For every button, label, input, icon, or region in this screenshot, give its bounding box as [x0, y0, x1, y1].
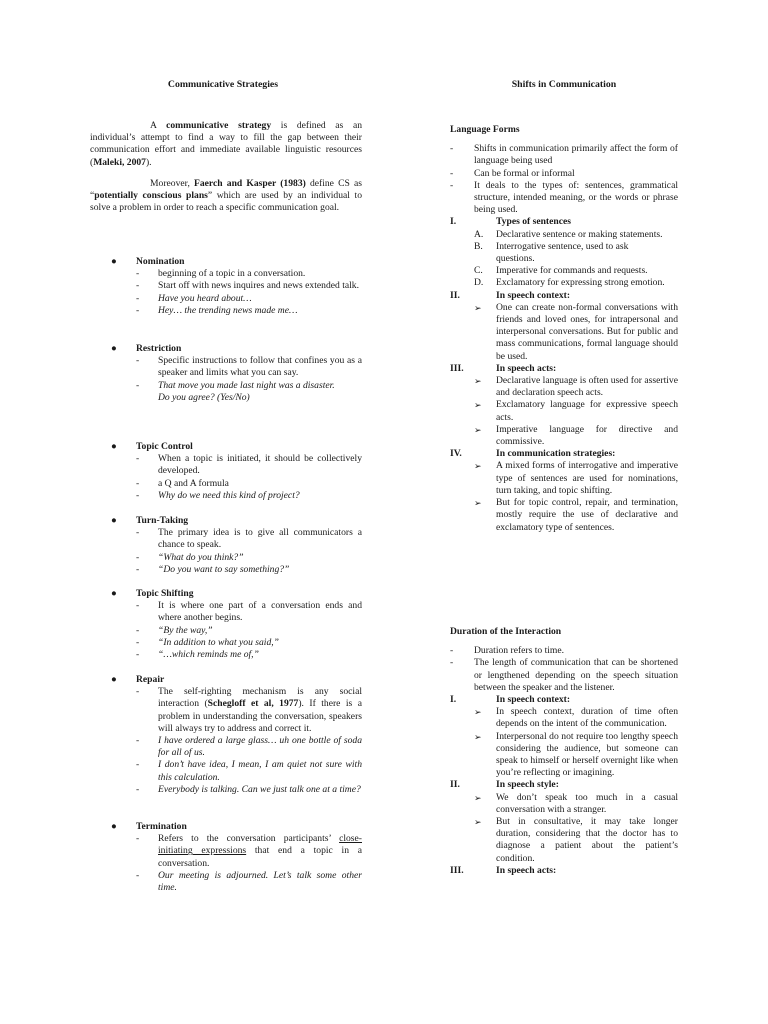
dash-marker: -	[136, 292, 140, 304]
roman-numeral: IV.	[450, 448, 462, 460]
list-item-text	[158, 355, 362, 378]
section-heading	[90, 515, 362, 527]
dash-marker: -	[136, 527, 140, 539]
italic-example: I have ordered a large glass… uh one bottle of soda for all of us.	[158, 735, 362, 759]
text-run: Specific instructions to follow that confines you as a speaker and limits what you can say.	[158, 355, 362, 379]
italic-example: Our meeting is adjourned. Let’s talk some other time.	[158, 869, 362, 893]
duration-speech-context-heading	[450, 694, 678, 706]
list-item-text	[158, 293, 252, 304]
list-item	[90, 637, 362, 649]
list-item-text	[158, 380, 335, 403]
section-heading	[90, 674, 362, 686]
list-item-text: Imperative for commands and requests.	[496, 265, 648, 277]
list-item-text: We don’t speak too much in a casual conversation with a stranger.	[496, 791, 678, 815]
italic-example: “Do you want to say something?”	[158, 563, 290, 575]
list-item-text	[158, 268, 305, 279]
dash-marker: -	[450, 179, 454, 191]
dash-marker: -	[136, 477, 140, 489]
right-title: Shifts in Communication	[511, 79, 617, 90]
list-item-text: But in consultative, it may take longer duration, considering that the doctor has to diagnose a patient about the patient’s condition.	[496, 816, 678, 864]
bullet-icon: ●	[111, 441, 117, 452]
list-item-text	[158, 649, 259, 660]
list-item	[450, 706, 678, 730]
list-item	[90, 305, 362, 317]
list-item-text: A mixed forms of interrogative and imperative type of sentences are used for nominations, turn taking, and topic shifting.	[496, 460, 678, 496]
text-run: The self-righting mechanism is any social interaction (	[158, 686, 362, 710]
section-heading	[90, 256, 362, 268]
roman-heading-text: In speech context:	[496, 289, 571, 301]
speech-context-heading	[450, 290, 678, 302]
roman-numeral: III.	[450, 362, 464, 374]
arrow-bullet-icon: ➢	[474, 498, 482, 509]
dash-marker: -	[136, 551, 140, 563]
list-item-text	[158, 527, 362, 550]
arrow-bullet-icon: ➢	[474, 400, 482, 411]
dash-marker: -	[136, 735, 140, 746]
list-item	[90, 453, 362, 477]
dash-marker: -	[450, 645, 454, 657]
dash-marker: -	[136, 304, 140, 316]
list-item-text	[158, 280, 359, 291]
list-item-text	[158, 833, 362, 868]
list-item-text	[158, 759, 362, 782]
bold-text: Faerch and Kasper (1983)	[194, 178, 306, 189]
bullet-icon: ●	[111, 256, 117, 267]
list-item-text	[158, 453, 362, 476]
list-item	[90, 686, 362, 735]
list-item-text: Imperative language for directive and commissive.	[496, 423, 678, 448]
list-item	[90, 833, 362, 870]
dash-marker: -	[136, 600, 140, 612]
list-item	[450, 792, 678, 816]
list-item-text	[158, 552, 244, 563]
list-item	[450, 460, 678, 497]
list-item-text	[158, 625, 213, 636]
dash-marker: -	[450, 143, 454, 155]
dash-marker: -	[450, 167, 454, 179]
list-item	[90, 527, 362, 551]
roman-numeral: II.	[450, 289, 460, 301]
sentence-type-item	[450, 277, 678, 289]
dash-marker: -	[136, 636, 140, 648]
list-item	[90, 355, 362, 379]
list-item-text	[158, 735, 362, 758]
sentence-types-list	[450, 229, 678, 290]
list-item-text: Interrogative sentence, used to ask questions.	[496, 240, 629, 265]
roman-numeral: I.	[450, 216, 457, 228]
duration-speech-style-heading	[450, 779, 678, 791]
list-item-text: It deals to the types of: sentences, grammatical structure, intended meaning, or the words or phrase being used.	[474, 179, 678, 216]
roman-numeral: III.	[450, 864, 464, 876]
text-run: that end a topic in a conversation.	[158, 845, 362, 869]
list-item	[450, 302, 678, 363]
italic-example: I don’t have idea, I mean, I am quiet not sure with this calculation.	[158, 759, 362, 783]
bullet-icon: ●	[111, 588, 117, 599]
list-item	[90, 649, 362, 661]
section-heading-text: Termination	[136, 821, 187, 832]
list-item-text	[158, 870, 362, 893]
bold-text: Schegloff et al, 1977	[207, 698, 299, 710]
duration-speech-context-list	[450, 706, 678, 779]
italic-example: That move you made last night was a disaster.	[158, 379, 335, 391]
list-item-text	[158, 490, 300, 501]
dash-marker: -	[136, 280, 140, 292]
text-run: a Q and A formula	[158, 477, 229, 489]
section-turn-taking	[90, 515, 362, 576]
italic-example: “What do you think?”	[158, 551, 244, 563]
list-item-text: Declarative language is often used for assertive and declaration speech acts.	[496, 375, 678, 399]
roman-numeral: I.	[450, 694, 457, 706]
list-item	[90, 380, 362, 404]
dash-marker: -	[136, 783, 140, 795]
dash-marker: -	[136, 686, 140, 698]
list-item	[90, 280, 362, 292]
list-item-text: Exclamatory language for expressive speech acts.	[496, 399, 678, 423]
list-item-text: But for topic control, repair, and termination, mostly require the use of declarative and exclamatory type of sentences.	[496, 497, 678, 533]
dash-marker: -	[450, 657, 454, 669]
language-forms-block	[450, 124, 678, 534]
bullet-icon: ●	[111, 674, 117, 685]
roman-heading-text: In speech context:	[496, 694, 571, 706]
list-letter: C.	[474, 265, 483, 277]
bullet-icon: ●	[111, 343, 117, 354]
section-items	[90, 600, 362, 661]
text-run: Refers to the conversation participants’	[158, 833, 340, 845]
text-run: The primary idea is to give all communicators a chance to speak.	[158, 527, 362, 551]
bullet-icon: ●	[111, 515, 117, 526]
text-run: A	[150, 120, 167, 131]
list-item-text: Duration refers to time.	[474, 645, 565, 657]
roman-heading-text: In communication strategies:	[496, 448, 616, 460]
italic-example: “…which reminds me of,”	[158, 649, 259, 660]
sentence-type-item	[450, 241, 678, 265]
section-heading-text: Topic Control	[136, 441, 193, 452]
section-heading-text: Turn-Taking	[136, 515, 189, 526]
dash-marker: -	[136, 759, 140, 771]
text-run: define CS as “	[90, 178, 362, 202]
duration-speech-acts-heading	[450, 865, 678, 877]
dash-marker: -	[136, 489, 140, 501]
text-run: is defined as an individual’s attempt to find a way to fill the gap between their communication effort and immediate available linguistic resources (	[90, 120, 362, 168]
text-run: When a topic is initiated, it should be collectively developed.	[158, 453, 362, 477]
list-item-text	[158, 686, 362, 734]
section-nomination	[90, 256, 362, 317]
text-run: ). If there is a problem in understanding the conversation, speakers will always try to address and correct it.	[158, 698, 362, 734]
speech-acts-list	[450, 375, 678, 448]
section-heading-text: Nomination	[136, 256, 185, 267]
list-letter: B.	[474, 240, 483, 252]
section-repair	[90, 674, 362, 796]
section-heading-text: Restriction	[136, 343, 182, 354]
sentence-type-item	[450, 265, 678, 277]
list-item	[450, 816, 678, 865]
dash-marker: -	[136, 833, 140, 845]
list-item	[450, 657, 678, 694]
arrow-bullet-icon: ➢	[474, 731, 482, 742]
list-item	[90, 759, 362, 783]
dash-marker: -	[136, 268, 140, 280]
text-run: Moreover,	[150, 178, 195, 189]
dash-marker: -	[136, 453, 140, 465]
list-item-text	[158, 637, 279, 648]
roman-heading-text: In speech acts:	[496, 864, 557, 876]
text-run: beginning of a topic in a conversation.	[158, 268, 306, 280]
list-item-text	[158, 478, 229, 489]
bold-text: potentially conscious plans	[94, 190, 208, 202]
text-run: It is where one part of a conversation ends and where another begins.	[158, 600, 362, 624]
list-item-text: Can be formal or informal	[474, 167, 575, 179]
section-items	[90, 833, 362, 894]
duration-block	[450, 626, 678, 877]
speech-context-list	[450, 302, 678, 363]
arrow-bullet-icon: ➢	[474, 424, 482, 435]
list-item	[90, 564, 362, 576]
dash-marker: -	[136, 649, 140, 660]
dash-marker: -	[136, 869, 140, 881]
left-title: Communicative Strategies	[167, 79, 279, 90]
section-items	[90, 527, 362, 576]
duration-list	[450, 645, 678, 694]
dash-marker: -	[136, 624, 140, 636]
italic-example: Why do we need this kind of project?	[158, 489, 300, 501]
dash-marker: -	[136, 355, 140, 367]
italic-example: Have you heard about…	[158, 292, 252, 304]
communication-strategies-list	[450, 460, 678, 533]
definition-paragraph	[90, 120, 362, 169]
list-item	[90, 268, 362, 280]
underlined-text: close-initiating expressions	[158, 833, 362, 857]
arrow-bullet-icon: ➢	[474, 461, 482, 472]
section-heading-text: Topic Shifting	[136, 588, 194, 599]
list-item	[90, 625, 362, 637]
list-item-text	[158, 305, 298, 316]
arrow-bullet-icon: ➢	[474, 707, 482, 718]
arrow-bullet-icon: ➢	[474, 817, 482, 828]
list-item-text: Declarative sentence or making statements.	[496, 228, 663, 240]
arrow-bullet-icon: ➢	[474, 792, 482, 803]
section-heading	[90, 343, 362, 355]
speech-acts-heading	[450, 363, 678, 375]
text-run: ).	[145, 156, 152, 168]
section-items	[90, 268, 362, 317]
list-item-text: Interpersonal do not require too lengthy speech considering the audience, but someone can speak to himself or herself overnight like when you’re reflecting or imagining.	[496, 730, 678, 779]
roman-heading-text: In speech style:	[496, 779, 559, 791]
list-item	[90, 490, 362, 502]
dash-marker: -	[136, 563, 140, 575]
communication-strategies-heading	[450, 448, 678, 460]
bullet-icon: ●	[111, 821, 117, 832]
list-item	[90, 600, 362, 624]
faerch-kasper-paragraph	[90, 178, 362, 215]
list-item	[90, 870, 362, 894]
section-heading	[90, 588, 362, 600]
sentence-type-item	[450, 229, 678, 241]
list-item	[90, 293, 362, 305]
list-item-text	[158, 600, 362, 623]
text-run: ” which are used by an individual to solve a problem in order to reach a specific communication goal.	[90, 190, 362, 214]
section-heading-text: Repair	[136, 674, 165, 685]
italic-example: Everybody is talking. Can we just talk one at a time?	[158, 783, 361, 795]
section-restriction	[90, 343, 362, 404]
italic-example: Do you agree? (Yes/No)	[158, 391, 250, 403]
list-item-text	[158, 784, 361, 795]
list-item-text: The length of communication that can be shortened or lengthened depending on the speech situation between the speaker and the listener.	[474, 657, 678, 693]
roman-heading-text: In speech acts:	[496, 362, 557, 374]
section-items	[90, 453, 362, 502]
list-item	[450, 180, 678, 217]
arrow-bullet-icon: ➢	[474, 302, 482, 313]
list-item-text: Exclamatory for expressing strong emotion.	[496, 277, 665, 289]
section-topic-shifting	[90, 588, 362, 661]
language-forms-list	[450, 143, 678, 216]
list-item	[450, 143, 678, 167]
list-item-text: Shifts in communication primarily affect the form of language being used	[474, 143, 678, 167]
italic-example: “In addition to what you said,”	[158, 636, 279, 648]
list-item	[450, 424, 678, 448]
list-item	[90, 784, 362, 796]
section-heading	[90, 441, 362, 453]
list-item	[90, 735, 362, 759]
list-item-text	[158, 564, 289, 575]
list-item	[90, 552, 362, 564]
bold-text: Maleki, 2007	[93, 156, 146, 168]
language-forms-heading: Language Forms	[450, 124, 520, 135]
list-item	[450, 731, 678, 780]
section-items	[90, 355, 362, 404]
italic-example: “By the way,”	[158, 624, 213, 636]
list-item	[450, 375, 678, 399]
list-item	[90, 478, 362, 490]
list-item-text: One can create non-formal conversations with friends and loved ones, for intrapersonal and interpersonal conversations. But for public and mass communications, formal language should be used.	[496, 301, 678, 362]
list-item-text: In speech context, duration of time often depends on the intent of the communication.	[496, 706, 678, 730]
section-topic-control	[90, 441, 362, 502]
list-item	[450, 497, 678, 534]
section-termination	[90, 821, 362, 894]
list-letter: A.	[474, 228, 484, 240]
text-run: Start off with news inquires and news extended talk.	[158, 280, 359, 292]
duration-speech-style-list	[450, 792, 678, 865]
types-heading	[450, 216, 678, 228]
dash-marker: -	[136, 379, 140, 391]
duration-heading: Duration of the Interaction	[450, 626, 562, 637]
list-item	[450, 399, 678, 423]
section-heading	[90, 821, 362, 833]
section-items	[90, 686, 362, 796]
italic-example: Hey… the trending news made me…	[158, 304, 298, 316]
bold-text: communicative strategy	[166, 120, 272, 131]
roman-heading-text: Types of sentences	[496, 216, 571, 228]
list-letter: D.	[474, 277, 484, 289]
list-item	[450, 645, 678, 657]
arrow-bullet-icon: ➢	[474, 376, 482, 387]
roman-numeral: II.	[450, 779, 460, 791]
list-item	[450, 168, 678, 180]
